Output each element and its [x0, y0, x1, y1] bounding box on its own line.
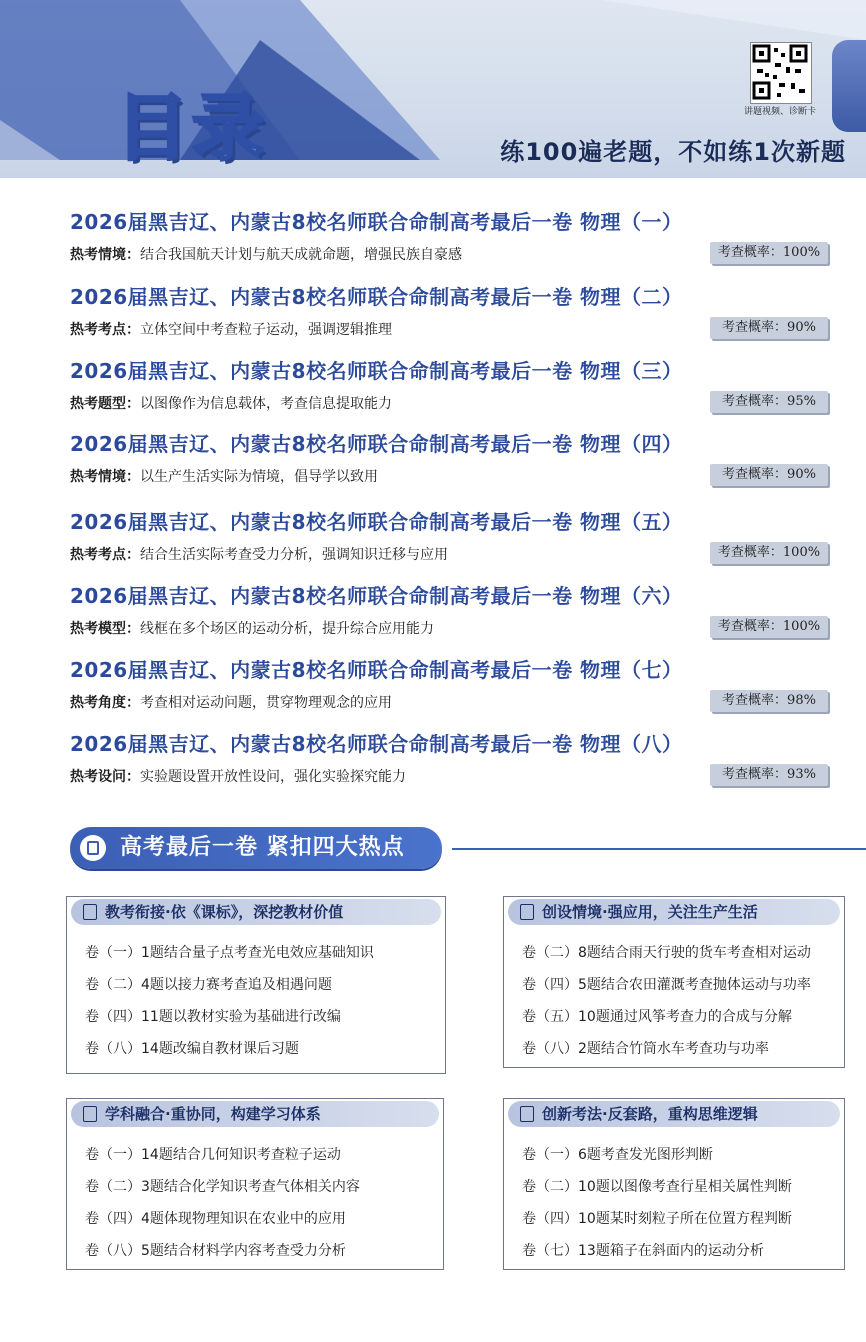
qr-code[interactable] [750, 42, 812, 104]
list-item: 卷（四）11题以教材实验为基础进行改编 [85, 1009, 341, 1025]
toc-desc: 结合生活实际考查受力分析，强调知识迁移与应用 [140, 547, 448, 563]
toc-desc: 结合我国航天计划与航天成就命题，增强民族自豪感 [140, 247, 462, 263]
toc-label: 热考设问： [70, 769, 140, 785]
probability-badge: 考查概率：90% [710, 464, 828, 486]
probability-badge: 考查概率：100% [710, 242, 828, 264]
toc-title[interactable]: 2026届黑吉辽、内蒙古8校名师联合命制高考最后一卷 物理（三） [70, 359, 683, 383]
page-title: 目录 [116, 86, 269, 170]
list-item: 卷（四）5题结合农田灌溉考查抛体运动与功率 [522, 977, 811, 993]
list-item: 卷（七）13题箱子在斜面内的运动分析 [522, 1243, 764, 1259]
toc-item[interactable] [70, 654, 840, 714]
note-icon [520, 904, 534, 920]
list-item: 卷（四）10题某时刻粒子所在位置方程判断 [522, 1211, 792, 1227]
toc-title[interactable]: 2026届黑吉辽、内蒙古8校名师联合命制高考最后一卷 物理（五） [70, 510, 683, 534]
toc-title[interactable]: 2026届黑吉辽、内蒙古8校名师联合命制高考最后一卷 物理（四） [70, 432, 683, 456]
qr-caption: 讲题视频、诊断卡 [743, 107, 816, 117]
toc-title[interactable]: 2026届黑吉辽、内蒙古8校名师联合命制高考最后一卷 物理（八） [70, 732, 683, 756]
toc-desc: 以图像作为信息载体，考查信息提取能力 [140, 396, 392, 412]
list-item: 卷（一）1题结合量子点考查光电效应基础知识 [85, 945, 374, 961]
feature-box [503, 896, 845, 1068]
list-item: 卷（四）4题体现物理知识在农业中的应用 [85, 1211, 346, 1227]
toc-label: 热考情境： [70, 469, 140, 485]
banner-text: 高考最后一卷 紧扣四大热点 [120, 835, 405, 860]
probability-badge: 考查概率：100% [710, 542, 828, 564]
toc-title[interactable]: 2026届黑吉辽、内蒙古8校名师联合命制高考最后一卷 物理（七） [70, 658, 683, 682]
toc-item[interactable] [70, 506, 840, 566]
toc-label: 热考情境： [70, 247, 140, 263]
list-item: 卷（一）14题结合几何知识考查粒子运动 [85, 1147, 341, 1163]
toc-item[interactable] [70, 281, 840, 341]
list-item: 卷（一）6题考查发光图形判断 [522, 1147, 713, 1163]
probability-badge: 考查概率：93% [710, 764, 828, 786]
list-item: 卷（二）3题结合化学知识考查气体相关内容 [85, 1179, 360, 1195]
toc-desc: 考查相对运动问题，贯穿物理观念的应用 [140, 695, 392, 711]
toc-label: 热考考点： [70, 547, 140, 563]
feature-box-title: 教考衔接·依《课标》，深挖教材价值 [71, 899, 441, 925]
toc-item[interactable] [70, 206, 840, 266]
toc-item[interactable] [70, 428, 840, 488]
probability-badge: 考查概率：90% [710, 317, 828, 339]
toc-item[interactable] [70, 355, 840, 415]
list-item: 卷（二）8题结合雨天行驶的货车考查相对运动 [522, 945, 811, 961]
toc-desc: 线框在多个场区的运动分析，提升综合应用能力 [140, 621, 434, 637]
note-icon [83, 1106, 97, 1122]
book-icon [80, 835, 106, 861]
feature-box [66, 1098, 444, 1270]
list-item: 卷（五）10题通过风筝考查力的合成与分解 [522, 1009, 792, 1025]
toc-item[interactable] [70, 728, 840, 788]
toc-title[interactable]: 2026届黑吉辽、内蒙古8校名师联合命制高考最后一卷 物理（六） [70, 584, 683, 608]
list-item: 卷（八）2题结合竹筒水车考查功与功率 [522, 1041, 769, 1057]
slogan: 练100遍老题，不如练1次新题 [500, 138, 846, 166]
probability-badge: 考查概率：98% [710, 690, 828, 712]
note-icon [520, 1106, 534, 1122]
feature-box-title: 创设情境·强应用，关注生产生活 [508, 899, 840, 925]
list-item: 卷（八）14题改编自教材课后习题 [85, 1041, 299, 1057]
header [0, 0, 866, 178]
mascot-image [832, 40, 866, 132]
divider [452, 848, 866, 850]
note-icon [83, 904, 97, 920]
toc-desc: 以生产生活实际为情境，倡导学以致用 [140, 469, 378, 485]
toc-label: 热考角度： [70, 695, 140, 711]
toc-label: 热考考点： [70, 322, 140, 338]
feature-box [66, 896, 446, 1074]
toc-label: 热考题型： [70, 396, 140, 412]
probability-badge: 考查概率：100% [710, 616, 828, 638]
toc-desc: 实验题设置开放性设问，强化实验探究能力 [140, 769, 406, 785]
toc-title[interactable]: 2026届黑吉辽、内蒙古8校名师联合命制高考最后一卷 物理（一） [70, 210, 683, 234]
toc-desc: 立体空间中考查粒子运动，强调逻辑推理 [140, 322, 392, 338]
feature-box-title: 创新考法·反套路，重构思维逻辑 [508, 1101, 840, 1127]
list-item: 卷（二）10题以图像考查行星相关属性判断 [522, 1179, 792, 1195]
section-banner [70, 827, 442, 869]
toc-item[interactable] [70, 580, 840, 640]
feature-box [503, 1098, 845, 1270]
toc-title[interactable]: 2026届黑吉辽、内蒙古8校名师联合命制高考最后一卷 物理（二） [70, 285, 683, 309]
toc-label: 热考模型： [70, 621, 140, 637]
probability-badge: 考查概率：95% [710, 391, 828, 413]
feature-box-title: 学科融合·重协同，构建学习体系 [71, 1101, 439, 1127]
list-item: 卷（八）5题结合材料学内容考查受力分析 [85, 1243, 346, 1259]
list-item: 卷（二）4题以接力赛考查追及相遇问题 [85, 977, 332, 993]
